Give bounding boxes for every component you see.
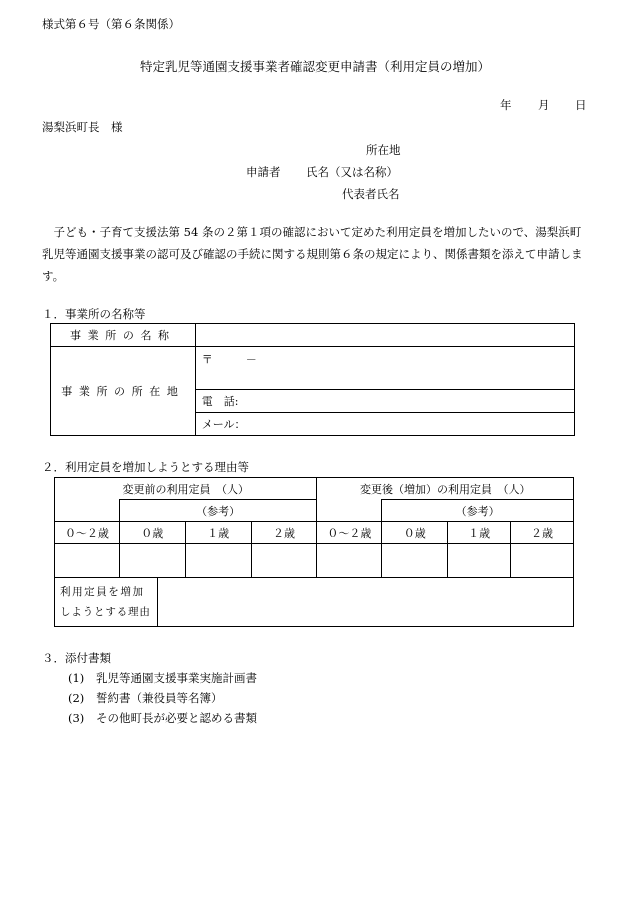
before-header: 変更前の利用定員 （人） xyxy=(55,478,317,500)
before-age-2: ２歳 xyxy=(251,522,317,544)
facility-table xyxy=(50,323,575,436)
form-number: 様式第６号（第６条関係） xyxy=(42,17,180,31)
after-reference: （参考） xyxy=(382,500,574,522)
section2-heading: ２．利用定員を増加しようとする理由等 xyxy=(42,460,249,474)
before-age-0-2: ０～２歳 xyxy=(55,522,120,544)
before-value-0-2[interactable] xyxy=(55,544,120,578)
attachment-item: (3) その他町長が必要と認める書類 xyxy=(68,711,257,725)
phone-label: 電 話: xyxy=(201,395,239,408)
after-age-0: ０歳 xyxy=(382,522,448,544)
after-header: 変更後（増加）の利用定員 （人） xyxy=(317,478,574,500)
before-reference: （参考） xyxy=(119,500,317,522)
before-age-0: ０歳 xyxy=(119,522,185,544)
after-value-1[interactable] xyxy=(448,544,511,578)
postal-mark: 〒 － xyxy=(201,353,257,366)
facility-name-field[interactable] xyxy=(195,324,574,347)
after-value-0-2[interactable] xyxy=(317,544,382,578)
postal-field[interactable] xyxy=(195,347,574,390)
before-value-1[interactable] xyxy=(185,544,251,578)
applicant-label: 申請者 xyxy=(246,165,281,179)
reason-label xyxy=(55,578,158,627)
attachment-item: (1) 乳児等通園支援事業実施計画書 xyxy=(68,671,257,685)
reason-label-line1: 利用定員を増加 xyxy=(60,586,145,598)
addressee: 湯梨浜町長 様 xyxy=(42,120,123,134)
attachment-item: (2) 誓約書（兼役員等名簿） xyxy=(68,691,223,705)
before-value-2[interactable] xyxy=(251,544,317,578)
facility-location-label: 事業所の所在地 xyxy=(51,347,196,436)
intro-paragraph: 子ども・子育て支援法第 54 条の２第１項の確認において定めた利用定員を増加したいので、湯梨浜町乳児等通園支援事業の認可及び確認の手続に関する規則第６条の規定により、関係書類を添えて申請します。 xyxy=(42,225,583,283)
document-title: 特定乳児等通園支援事業者確認変更申請書（利用定員の増加） xyxy=(139,59,490,74)
section3-heading: ３．添付書類 xyxy=(42,651,111,665)
email-field[interactable] xyxy=(195,413,574,436)
after-age-0-2: ０～２歳 xyxy=(317,522,382,544)
address-label: 所在地 xyxy=(366,143,401,157)
representative-label: 代表者氏名 xyxy=(342,187,400,201)
name-label: 氏名（又は名称） xyxy=(306,165,398,179)
reason-label-line2: しようとする理由 xyxy=(60,606,151,618)
section1-heading: １．事業所の名称等 xyxy=(42,307,146,321)
date-month: 月 xyxy=(538,98,550,112)
reason-table xyxy=(54,577,574,627)
after-age-1: １歳 xyxy=(448,522,511,544)
phone-field[interactable] xyxy=(195,390,574,413)
facility-name-label: 事業所の名称 xyxy=(51,324,196,347)
date-year: 年 xyxy=(500,98,512,112)
before-value-0[interactable] xyxy=(119,544,185,578)
date-day: 日 xyxy=(575,98,587,112)
reason-field[interactable] xyxy=(157,578,573,627)
after-age-2: ２歳 xyxy=(511,522,574,544)
after-value-0[interactable] xyxy=(382,544,448,578)
before-age-1: １歳 xyxy=(185,522,251,544)
capacity-table xyxy=(54,477,574,578)
email-label: メール： xyxy=(201,418,246,431)
after-value-2[interactable] xyxy=(511,544,574,578)
